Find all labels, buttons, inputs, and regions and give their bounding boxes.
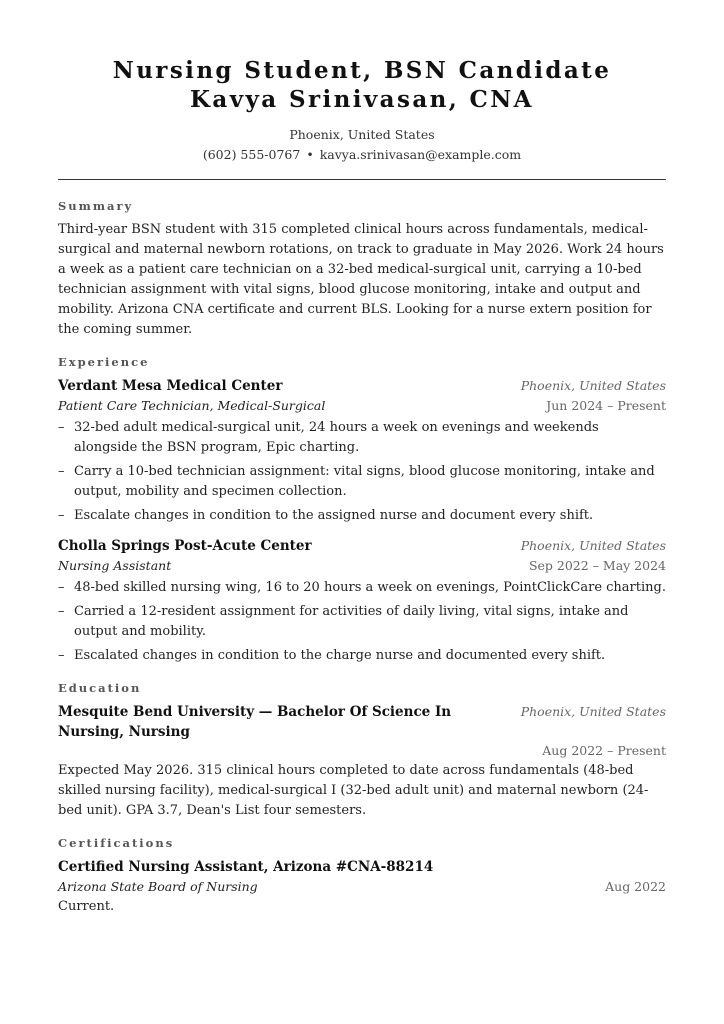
contact-separator: •: [306, 147, 314, 162]
job-bullets: [58, 578, 666, 666]
certification-entry: [58, 857, 666, 917]
experience-heading: Experience: [58, 355, 150, 369]
bullet-item: – Carry a 10-bed technician assignment: vital signs, blood glucose monitoring, intake and output, mobility and specimen collection.: [58, 464, 655, 499]
education-entry: [58, 702, 666, 821]
bullet-item: – 32-bed adult medical-surgical unit, 24 hours a week on evenings and weekends alongside the BSN program, Epic charting.: [58, 420, 599, 455]
title-line-1: Nursing Student, BSN Candidate: [112, 57, 612, 84]
title-line-2: Kavya Srinivasan, CNA: [190, 86, 534, 113]
job-dates: Jun 2024 – Present: [546, 398, 666, 413]
summary-heading: Summary: [58, 199, 134, 213]
education-heading: Education: [58, 681, 142, 695]
summary-text: Third-year BSN student with 315 completed clinical hours across fundamentals, medical-surgical and maternal newborn rotations, on track to graduate in May 2026. Work 24 hours a week as a patient care technician on a 32-bed medical-surgical unit, carrying a 10-bed technician assignment with vital signs, blood glucose monitoring, intake and output and mobility. Arizona CNA certificate and current BLS. Looking for a nurse extern position for the coming summer.: [58, 222, 664, 337]
employer-location: Phoenix, United States: [520, 378, 666, 393]
certification-date: Aug 2022: [605, 879, 666, 894]
bullet-item: – 48-bed skilled nursing wing, 16 to 20 hours a week on evenings, PointClickCare charting.: [58, 580, 666, 595]
certifications-section: [58, 836, 666, 917]
certification-issuer: Arizona State Board of Nursing: [58, 879, 258, 894]
employer-name: Cholla Springs Post-Acute Center: [58, 538, 312, 554]
resume-title: [58, 56, 666, 114]
contact-line: [58, 145, 666, 165]
school-location: Phoenix, United States: [520, 704, 666, 719]
contact-location: Phoenix, United States: [289, 127, 435, 142]
contact-email: kavya.srinivasan@example.com: [319, 147, 522, 162]
bullet-item: – Carried a 12-resident assignment for activities of daily living, vital signs, intake and output and mobility.: [58, 604, 629, 639]
bullet-item: – Escalate changes in condition to the assigned nurse and document every shift.: [58, 508, 594, 523]
experience-section: [58, 355, 666, 666]
certifications-heading: Certifications: [58, 836, 175, 850]
employer-name: Verdant Mesa Medical Center: [58, 378, 283, 394]
job-title: Nursing Assistant: [58, 558, 172, 573]
contact-phone: (602) 555-0767: [202, 147, 301, 162]
education-details: Expected May 2026. 315 clinical hours completed to date across fundamentals (48-bed skilled nursing facility), medical-surgical I (32-bed adult unit) and maternal newborn (24-bed unit). GPA 3.7, Dean's List four semesters.: [58, 763, 649, 818]
job-bullets: [58, 418, 666, 526]
education-dates: Aug 2022 – Present: [542, 743, 666, 758]
resume-header: [58, 0, 666, 165]
header-divider: [58, 179, 666, 180]
education-section: [58, 681, 666, 821]
job-dates: Sep 2022 – May 2024: [528, 558, 666, 573]
job-title: Patient Care Technician, Medical-Surgical: [58, 398, 326, 413]
school-degree: Mesquite Bend University — Bachelor Of Science In Nursing, Nursing: [58, 704, 452, 740]
certification-note: Current.: [58, 899, 115, 914]
certification-name: Certified Nursing Assistant, Arizona #CNA-88214: [58, 859, 434, 875]
experience-entry: [58, 376, 666, 526]
bullet-item: – Escalated changes in condition to the charge nurse and documented every shift.: [58, 648, 606, 663]
experience-entry: [58, 536, 666, 666]
employer-location: Phoenix, United States: [520, 538, 666, 553]
